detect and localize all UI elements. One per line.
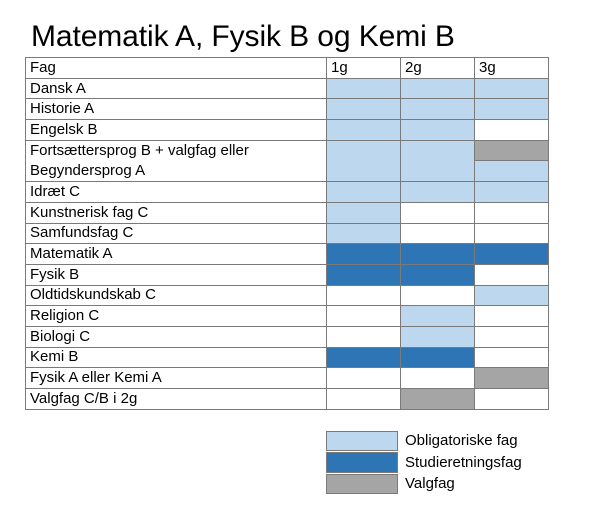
year-cell-none — [327, 326, 401, 347]
legend-label: Valgfag — [405, 475, 455, 493]
table-row — [26, 326, 549, 347]
year-cell-none — [401, 368, 475, 389]
year-cell-obligatorisk — [327, 78, 401, 99]
legend-swatch — [326, 474, 398, 495]
table-row — [26, 120, 549, 141]
table-row — [26, 140, 549, 161]
legend-swatch — [326, 431, 398, 452]
year-cell-none — [475, 389, 549, 410]
subject-cell: Valgfag C/B i 2g — [26, 389, 327, 410]
page-title: Matematik A, Fysik B og Kemi B — [31, 20, 455, 53]
table-header-row — [26, 58, 549, 79]
year-cell-obligatorisk — [327, 223, 401, 244]
year-cell-none — [475, 202, 549, 223]
table-row — [26, 347, 549, 368]
subject-cell: Kemi B — [26, 347, 327, 368]
legend-swatch — [326, 452, 398, 473]
year-cell-studieretning — [401, 347, 475, 368]
year-cell-obligatorisk — [327, 202, 401, 223]
table-row — [26, 244, 549, 265]
year-cell-none — [475, 120, 549, 141]
table-row — [26, 202, 549, 223]
year-cell-obligatorisk — [475, 285, 549, 306]
subject-cell: Historie A — [26, 99, 327, 120]
year-cell-obligatorisk — [401, 78, 475, 99]
legend-item-obligatorisk — [326, 430, 522, 452]
subject-cell: Fysik B — [26, 264, 327, 285]
year-cell-none — [401, 202, 475, 223]
year-cell-obligatorisk — [475, 99, 549, 120]
year-cell-none — [327, 306, 401, 327]
legend-item-valgfag — [326, 473, 522, 495]
year-cell-studieretning — [327, 347, 401, 368]
year-cell-obligatorisk — [401, 306, 475, 327]
legend-label: Studieretningsfag — [405, 453, 522, 471]
subject-cell: Samfundsfag C — [26, 223, 327, 244]
year-cell-obligatorisk — [475, 182, 549, 203]
table-row — [26, 99, 549, 120]
subject-cell: Fortsættersprog B + valgfag eller Begyndersprog A — [26, 140, 327, 181]
year-cell-obligatorisk — [401, 99, 475, 120]
table-row — [26, 223, 549, 244]
year-cell-obligatorisk — [401, 140, 475, 181]
year-cell-studieretning — [475, 244, 549, 265]
table-row — [26, 182, 549, 203]
table-row — [26, 78, 549, 99]
year-cell-valgfag — [475, 368, 549, 389]
table-row — [26, 368, 549, 389]
year-cell-obligatorisk — [327, 140, 401, 181]
year-cell-studieretning — [327, 244, 401, 265]
subject-cell: Engelsk B — [26, 120, 327, 141]
subject-schedule-table — [25, 57, 549, 410]
header-year-1g: 1g — [327, 58, 401, 79]
year-cell-valgfag — [401, 389, 475, 410]
legend-label: Obligatoriske fag — [405, 432, 518, 450]
year-cell-obligatorisk — [327, 99, 401, 120]
year-cell-studieretning — [401, 244, 475, 265]
year-cell-obligatorisk — [475, 161, 549, 182]
header-year-2g: 2g — [401, 58, 475, 79]
table-row — [26, 285, 549, 306]
year-cell-obligatorisk — [401, 326, 475, 347]
year-cell-studieretning — [327, 264, 401, 285]
subject-cell: Biologi C — [26, 326, 327, 347]
subject-cell: Matematik A — [26, 244, 327, 265]
year-cell-obligatorisk — [475, 78, 549, 99]
year-cell-none — [475, 264, 549, 285]
year-cell-obligatorisk — [327, 182, 401, 203]
year-cell-none — [327, 389, 401, 410]
year-cell-none — [327, 285, 401, 306]
subject-cell: Dansk A — [26, 78, 327, 99]
year-cell-none — [475, 223, 549, 244]
table-row — [26, 306, 549, 327]
year-cell-studieretning — [401, 264, 475, 285]
header-subject: Fag — [26, 58, 327, 79]
year-cell-none — [327, 368, 401, 389]
subject-cell: Kunstnerisk fag C — [26, 202, 327, 223]
legend — [326, 430, 522, 495]
year-cell-obligatorisk — [401, 120, 475, 141]
table-body — [26, 78, 549, 409]
header-year-3g: 3g — [475, 58, 549, 79]
year-cell-obligatorisk — [327, 120, 401, 141]
year-cell-none — [475, 326, 549, 347]
year-cell-none — [401, 223, 475, 244]
year-cell-none — [401, 285, 475, 306]
year-cell-none — [475, 347, 549, 368]
subject-cell: Religion C — [26, 306, 327, 327]
subject-cell: Idræt C — [26, 182, 327, 203]
year-cell-obligatorisk — [401, 182, 475, 203]
subject-cell: Fysik A eller Kemi A — [26, 368, 327, 389]
year-cell-valgfag — [475, 140, 549, 161]
table-row — [26, 264, 549, 285]
legend-item-studieretning — [326, 452, 522, 474]
year-cell-none — [475, 306, 549, 327]
subject-cell: Oldtidskundskab C — [26, 285, 327, 306]
table-row — [26, 389, 549, 410]
